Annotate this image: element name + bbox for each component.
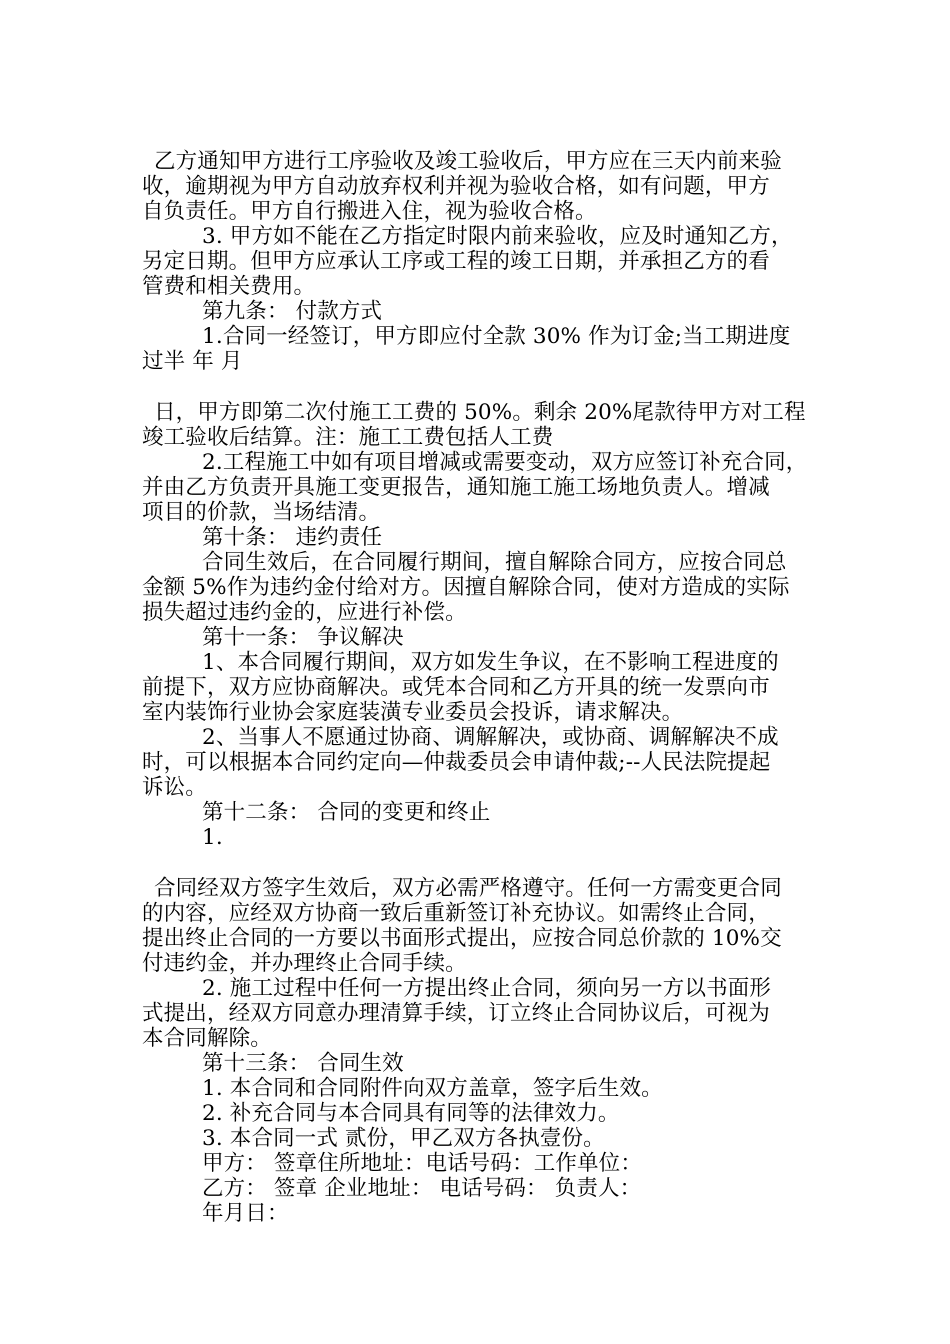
paragraph-line: 乙方通知甲方进行工序验收及竣工验收后，甲方应在三天内前来验 <box>154 149 782 174</box>
date-line: 年月日： <box>202 1201 289 1226</box>
paragraph-line: 3. 甲方如不能在乙方指定时限内前来验收，应及时通知乙方， <box>202 224 793 249</box>
section-heading: 第十二条： 合同的变更和终止 <box>202 800 491 825</box>
paragraph-line: 并由乙方负责开具施工变更报告，通知施工施工场地负责人。增减 <box>142 475 770 500</box>
paragraph-line: 2. 施工过程中任何一方提出终止合同，须向另一方以书面形 <box>202 976 772 1001</box>
paragraph-line: 的内容，应经双方协商一致后重新签订补充协议。如需终止合同， <box>142 901 770 926</box>
paragraph-line: 3. 本合同一式 贰份，甲乙双方各执壹份。 <box>202 1126 605 1151</box>
paragraph-line: 室内装饰行业协会家庭装潢专业委员会投诉，请求解决。 <box>142 700 684 725</box>
section-heading: 第十一条： 争议解决 <box>202 625 404 650</box>
paragraph-line: 合同生效后，在合同履行期间，擅自解除合同方，应按合同总 <box>202 550 787 575</box>
paragraph-line: 时，可以根据本合同约定向—仲裁委员会申请仲裁;--人民法院提起 <box>142 750 771 775</box>
paragraph-line: 项目的价款，当场结清。 <box>142 500 381 525</box>
paragraph-line: 本合同解除。 <box>142 1026 272 1051</box>
paragraph-line: 2.工程施工中如有项目增减或需要变动，双方应签订补充合同， <box>202 450 808 475</box>
paragraph-line: 金额 5%作为违约金付给对方。因擅自解除合同，使对方造成的实际 <box>142 575 790 600</box>
paragraph-line: 诉讼。 <box>142 775 207 800</box>
section-heading: 第十三条： 合同生效 <box>202 1051 404 1076</box>
paragraph-line: 2、当事人不愿通过协商、调解解决，或协商、调解解决不成 <box>202 725 779 750</box>
paragraph-line: 合同经双方签字生效后，双方必需严格遵守。任何一方需变更合同 <box>154 876 782 901</box>
section-heading: 第九条： 付款方式 <box>202 299 383 324</box>
signature-line-party-a: 甲方： 签章住所地址：电话号码：工作单位： <box>202 1151 642 1176</box>
paragraph-line: 收，逾期视为甲方自动放弃权利并视为验收合格，如有问题，甲方 <box>142 174 770 199</box>
paragraph-line: 1.合同一经签订，甲方即应付全款 30% 作为订金;当工期进度 <box>202 324 791 349</box>
paragraph-line: 过半 年 月 <box>142 349 243 374</box>
paragraph-line: 1. <box>202 825 223 850</box>
paragraph-line: 式提出，经双方同意办理清算手续，订立终止合同协议后，可视为 <box>142 1001 770 1026</box>
paragraph-line: 提出终止合同的一方要以书面形式提出，应按合同总价款的 10%交 <box>142 926 782 951</box>
paragraph-line: 2. 补充合同与本合同具有同等的法律效力。 <box>202 1101 620 1126</box>
paragraph-line: 管费和相关费用。 <box>142 274 316 299</box>
paragraph-line: 日，甲方即第二次付施工工费的 50%。剩余 20%尾款待甲方对工程 <box>154 400 806 425</box>
paragraph-line: 另定日期。但甲方应承认工序或工程的竣工日期，并承担乙方的看 <box>142 249 770 274</box>
signature-line-party-b: 乙方： 签章 企业地址： 电话号码： 负责人： <box>202 1176 642 1201</box>
paragraph-line: 付违约金，并办理终止合同手续。 <box>142 951 467 976</box>
paragraph-line: 前提下，双方应协商解决。或凭本合同和乙方开具的统一发票向市 <box>142 675 770 700</box>
section-heading: 第十条： 违约责任 <box>202 525 383 550</box>
paragraph-line: 1、本合同履行期间，双方如发生争议，在不影响工程进度的 <box>202 650 779 675</box>
paragraph-line: 自负责任。甲方自行搬进入住，视为验收合格。 <box>142 199 597 224</box>
paragraph-line: 1. 本合同和合同附件向双方盖章，签字后生效。 <box>202 1076 663 1101</box>
paragraph-line: 损失超过违约金的，应进行补偿。 <box>142 600 467 625</box>
paragraph-line: 竣工验收后结算。注：施工工费包括人工费 <box>142 425 554 450</box>
